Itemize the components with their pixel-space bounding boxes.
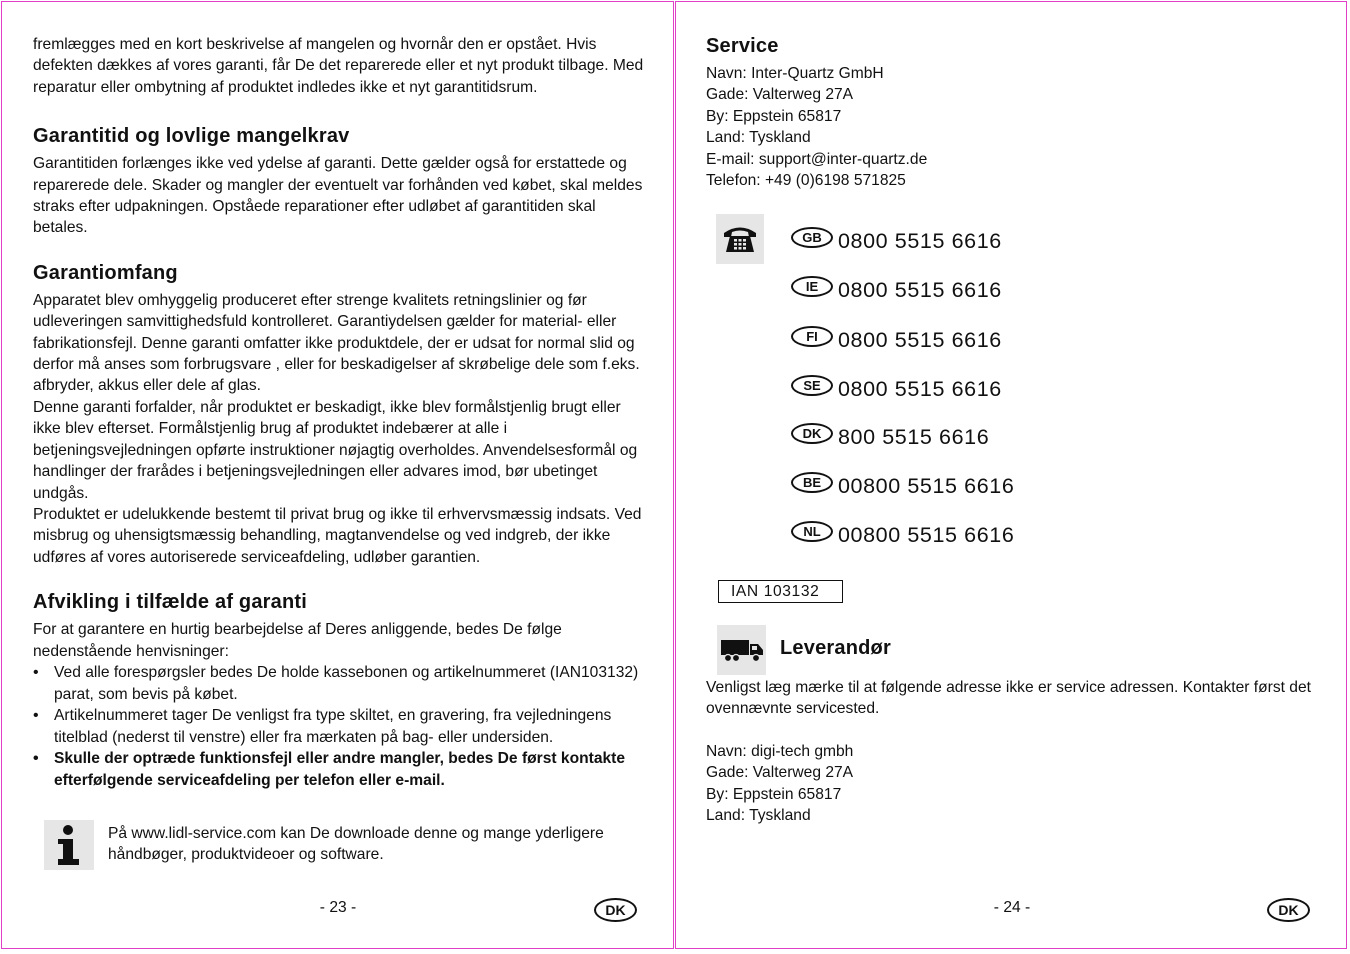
warranty-claim-text: For at garantere en hurtig bearbejdelse af Deres anliggende, bedes De følge nedenstående henvisninger: [33, 621, 562, 660]
supplier-address-line: Land: Tyskland [706, 807, 811, 825]
service-address-line: Gade: Valterweg 27A [706, 86, 854, 104]
supplier-heading: Leverandør [780, 637, 891, 659]
info-text: På www.lidl-service.com kan De downloade denne og mange yderligere håndbøger, produktvideoer og software. [108, 825, 604, 864]
hotline-row [791, 471, 1014, 501]
country-badge: DK [594, 898, 637, 922]
hotline-row [791, 325, 1002, 355]
section-heading-warranty-claim: Afvikling i tilfælde af garanti [33, 591, 308, 614]
telephone-icon [716, 214, 764, 264]
hotline-number: 00800 5515 6616 [838, 473, 1015, 498]
service-address-line: By: Eppstein 65817 [706, 107, 842, 125]
supplier-address-line: Navn: digi-tech gmbh [706, 742, 854, 760]
service-email: E-mail: support@inter-quartz.de [706, 150, 928, 168]
country-code-badge: BE [791, 472, 833, 493]
supplier-info [706, 677, 1318, 826]
right-page-content [706, 34, 1316, 191]
warranty-period-text: Garantitiden forlænges ikke ved ydelse af garanti. Dette gælder også for erstattede og reparerede dele. Skader og mangler der eventuelt var forhånden ved købet, skal meldes straks efter udpakningen. Opståede reparationer efter udløbet af garantitiden skal betales. [33, 155, 643, 237]
ian-label: IAN 103132 [718, 580, 843, 603]
page-number: - 24 - [993, 899, 1031, 916]
section-heading-warranty-period: Garantitid og lovlige mangelkrav [33, 125, 350, 148]
service-address-line: Land: Tyskland [706, 129, 811, 147]
hotline-row [791, 520, 1014, 550]
service-address-line: Navn: Inter-Quartz GmbH [706, 65, 884, 82]
hotline-number: 0800 5515 6616 [838, 376, 1002, 401]
warranty-scope-text-3: Produktet er udelukkende bestemt til privat brug og ikke til erhvervsmæssig indsats. Ved misbrug og uhensigtsmæssig behandling, magtanvendelse og ved indgreb, der ikke udføres af vores autoriserede serviceafdeling, udløber garantien. [33, 505, 642, 566]
truck-icon [717, 625, 766, 675]
list-item: • Artikelnummeret tager De venligst fra type skiltet, en gravering, fra vejledningens titelblad (nederst til venstre) eller fra mærkaten på bag- eller undersiden. [33, 705, 645, 748]
hotline-row [791, 275, 1002, 305]
hotline-row [791, 374, 1002, 404]
service-phone: Telefon: +49 (0)6198 571825 [706, 172, 906, 190]
intro-paragraph: fremlægges med en kort beskrivelse af mangelen og hvornår den er opstået. Hvis defekten dækkes af vores garanti, får De det reparerede eller et nyt produkt tilbage. Med reparatur eller ombytning af produktet indledes ikke et nyt garantitidsrum. [33, 36, 644, 96]
country-code-badge: GB [791, 227, 833, 248]
hotline-number: 0800 5515 6616 [838, 277, 1002, 302]
list-item: • Skulle der optræde funktionsfejl eller andre mangler, bedes De først kontakte efterfølgende serviceafdeling per telefon eller e-mail. [33, 748, 645, 791]
page-23 [1, 1, 674, 949]
supplier-address-line: By: Eppstein 65817 [706, 785, 842, 803]
country-code-badge: FI [791, 326, 833, 347]
supplier-address-line: Gade: Valterweg 27A [706, 764, 854, 782]
service-heading: Service [706, 35, 779, 57]
hotline-number: 800 5515 6616 [838, 424, 990, 449]
country-code-badge: NL [791, 521, 833, 542]
hotline-number: 0800 5515 6616 [838, 327, 1002, 352]
hotline-row [791, 226, 1002, 256]
country-code-badge: SE [791, 375, 833, 396]
hotline-number: 0800 5515 6616 [838, 228, 1002, 253]
section-heading-warranty-scope: Garantiomfang [33, 261, 178, 284]
left-page-content [33, 34, 645, 792]
list-item: • Ved alle forespørgsler bedes De holde kassebonen og artikelnummeret (IAN103132) parat, som bevis på købet. [33, 662, 645, 705]
page-number: - 23 - [319, 899, 357, 916]
country-badge: DK [1267, 898, 1310, 922]
supplier-note: Venligst læg mærke til at følgende adresse ikke er service adressen. Kontakter først det ovennævnte servicested. [706, 679, 1311, 718]
hotline-row [791, 422, 989, 452]
country-code-badge: DK [791, 423, 833, 444]
hotline-number: 00800 5515 6616 [838, 522, 1015, 547]
page-24 [675, 1, 1347, 949]
info-icon [44, 820, 94, 870]
warranty-scope-text-1: Apparatet blev omhyggelig produceret efter strenge kvalitets retningslinier og før udleveringen samvittighedsfuld kontrolleret. Garantiydelsen gælder for material- eller fabrikationsfejl. Denne garanti omfatter ikke produktdele, der er udsat for normal slid og derfor må anses som forbrugsvare , eller for beskadigelser af skrøbelige dele som f.eks. afbryder, akkus eller dele af glas. [33, 291, 640, 395]
warranty-scope-text-2: Denne garanti forfalder, når produktet er beskadigt, ikke blev formålstjenlig brugt eller ikke blev efterset. Formålstjenlig brug af produktet indebærer at alle i betjeningsvejledningen opførte instruktioner nøjagtig overholdes. Anvendelsesformål og handlinger der frarådes i betjeningsvejledningen eller advares imod, bør ubetinget undgås. [33, 398, 638, 502]
country-code-badge: IE [791, 276, 833, 297]
warranty-claim-list [33, 662, 645, 792]
